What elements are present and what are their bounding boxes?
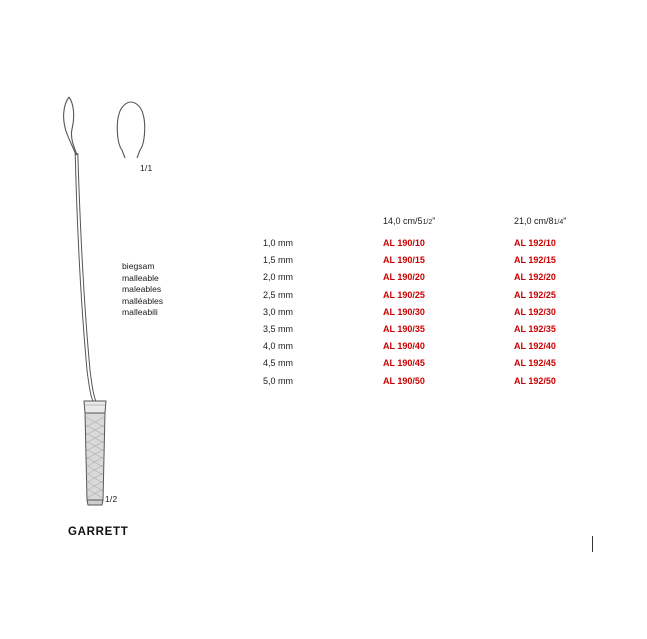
malleable-de: biegsam [122, 261, 155, 271]
table-header-row [255, 216, 615, 238]
malleable-en: malleable [122, 272, 159, 283]
table-row [255, 255, 615, 272]
cell-ref-2: AL 192/10 [514, 238, 556, 248]
cell-size: 5,0 mm [263, 375, 294, 386]
cell-size: 3,5 mm [263, 323, 294, 334]
page-edge-mark [592, 536, 593, 552]
tip-detail-illustration [108, 100, 154, 162]
table-row [255, 324, 615, 341]
cell-ref-2: AL 192/20 [514, 272, 556, 283]
table-row [255, 341, 615, 358]
malleable-es: maleables [122, 284, 162, 295]
cell-ref-2: AL 192/50 [514, 375, 556, 386]
table-row [255, 272, 615, 289]
scale-label-half: 1/2 [105, 494, 118, 504]
cell-ref-1: AL 190/45 [383, 358, 425, 369]
cell-size: 1,0 mm [263, 238, 294, 248]
tip-neck-right [137, 150, 140, 158]
cell-ref-1: AL 190/25 [383, 289, 425, 300]
ferrule [84, 401, 106, 413]
reference-table [255, 216, 615, 393]
table-row [255, 307, 615, 324]
tip-outline [117, 102, 144, 150]
cell-ref-2: AL 192/40 [514, 341, 556, 352]
table-row [255, 290, 615, 307]
cell-size: 3,0 mm [263, 306, 294, 317]
cell-ref-2: AL 192/35 [514, 323, 556, 334]
shaft-edge-left [75, 153, 93, 402]
table-row [255, 358, 615, 375]
cell-ref-1: AL 190/15 [383, 255, 425, 266]
cell-size: 2,0 mm [263, 272, 294, 283]
cell-ref-2: AL 192/45 [514, 358, 556, 369]
cell-ref-2: AL 192/25 [514, 289, 556, 300]
cell-ref-1: AL 190/40 [383, 341, 425, 352]
scale-label-full: 1/1 [140, 163, 153, 173]
instrument-name: GARRETT [68, 526, 129, 538]
column-header-length-1: 14,0 cm/51/2” [383, 216, 436, 226]
tip-loop-right [69, 97, 77, 155]
malleable-it: malleabili [122, 307, 158, 318]
cell-size: 2,5 mm [263, 289, 294, 300]
cell-ref-1: AL 190/30 [383, 306, 425, 317]
cell-ref-1: AL 190/20 [383, 272, 425, 283]
malleable-descriptor [122, 261, 163, 319]
cell-size: 4,0 mm [263, 341, 294, 352]
table-row [255, 238, 615, 255]
table-row [255, 376, 615, 393]
cell-ref-2: AL 192/30 [514, 306, 556, 317]
cell-ref-1: AL 190/35 [383, 323, 425, 334]
cell-ref-1: AL 190/10 [383, 238, 425, 248]
malleable-fr: malléables [122, 295, 164, 306]
cell-ref-1: AL 190/50 [383, 375, 425, 386]
cell-size: 4,5 mm [263, 358, 294, 369]
cell-ref-2: AL 192/15 [514, 255, 556, 266]
cell-size: 1,5 mm [263, 255, 294, 266]
tip-neck-left [122, 150, 125, 158]
handle-end [87, 500, 103, 505]
column-header-length-2: 21,0 cm/81/4” [514, 216, 567, 226]
